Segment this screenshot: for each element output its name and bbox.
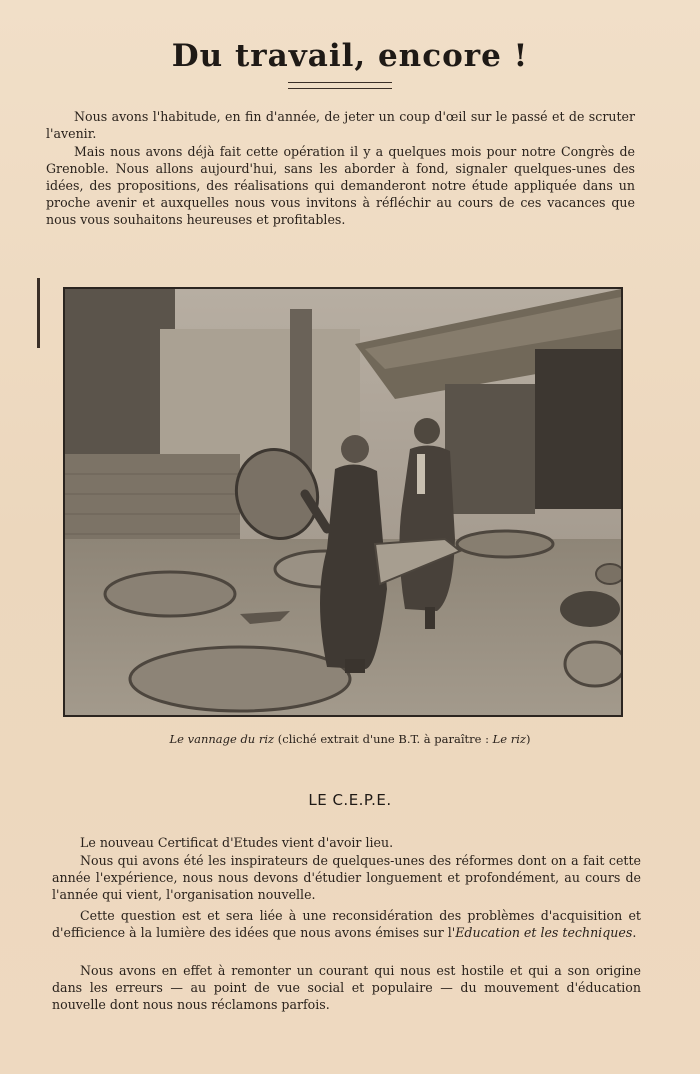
- photo-rice-winnowing: [63, 287, 623, 717]
- section-title: LE C.E.P.E.: [308, 791, 392, 809]
- caption-title: Le vannage du riz: [169, 732, 275, 746]
- caption-end: ): [526, 732, 531, 746]
- caption-book-title: Le riz: [492, 732, 526, 746]
- photo-illustration: [65, 289, 621, 715]
- caption-source: (cliché extrait d'une B.T. à paraître :: [274, 732, 493, 746]
- paragraph-3-end: .: [632, 925, 637, 940]
- photo-caption: [0, 732, 700, 746]
- article-title: Du travail, encore !: [171, 38, 529, 74]
- title-underline: [288, 82, 392, 89]
- section-paragraph-3: [52, 907, 641, 941]
- paragraph-3-text: Cette question est et sera liée à une reconsidération des problèmes d'acquisition et d'efficience à la lumière des idées que nous avons émises sur l': [52, 908, 641, 940]
- paragraph-3-italic: Education et les techniques: [455, 925, 633, 940]
- section-paragraph-4: Nous avons en effet à remonter un courant qui nous est hostile et qui a son origine dans les erreurs — au point de vue social et populaire — du mouvement d'éducation nouvelle dont nous nous réclamons parfois.: [52, 963, 641, 1012]
- section-paragraph-1: Le nouveau Certificat d'Etudes vient d'avoir lieu.: [80, 835, 394, 850]
- margin-mark: [37, 278, 40, 348]
- intro-paragraph-2: Mais nous avons déjà fait cette opération il y a quelques mois pour notre Congrès de Grenoble. Nous allons aujourd'hui, sans les aborder à fond, signaler quelques-unes des idées, des propositions, des réalisations qui demanderont notre étude appliquée dans un proche avenir et auxquelles nous vous invitons à réfléchir au cours de ces vacances que nous vous souhaitons heureuses et profitables.: [46, 144, 635, 227]
- section-paragraph-2: Nous qui avons été les inspirateurs de quelques-unes des réformes dont on a fait cette année l'expérience, nous nous devons d'étudier longuement et profondément, au cours de l'année qui vient, l'organisation nouvelle.: [52, 853, 641, 902]
- intro-paragraph-1: Nous avons l'habitude, en fin d'année, de jeter un coup d'œil sur le passé et de scruter l'avenir.: [46, 109, 635, 141]
